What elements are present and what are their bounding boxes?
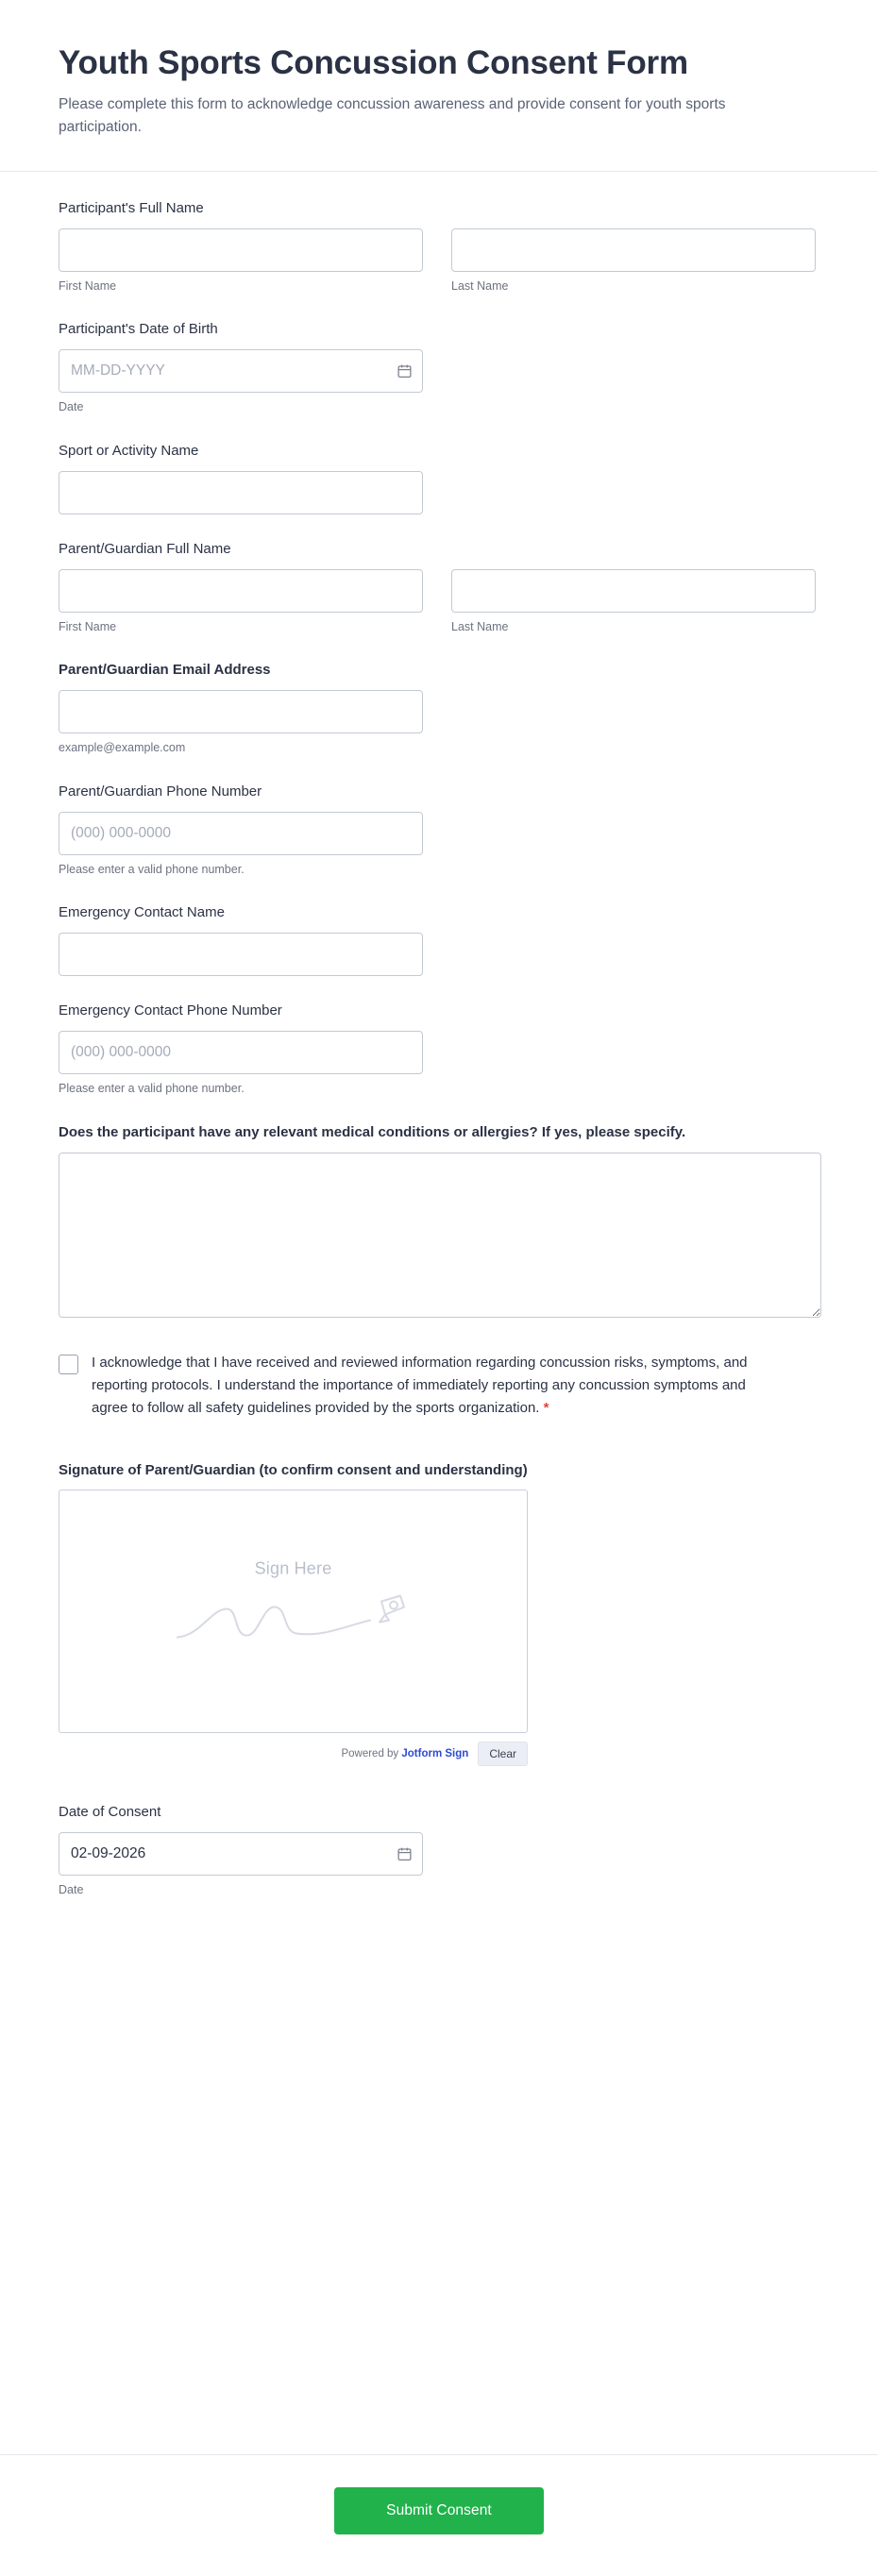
label-date-of-consent: Date of Consent (59, 1803, 161, 1820)
submit-consent-button[interactable]: Submit Consent (334, 2487, 544, 2534)
date-of-consent-group (59, 1832, 423, 1876)
label-guardian-phone: Parent/Guardian Phone Number (59, 783, 262, 800)
signature-placeholder (59, 1558, 527, 1654)
required-marker: * (543, 1400, 549, 1417)
participant-last-name-sublabel: Last Name (451, 278, 509, 293)
field-date-of-consent (59, 1802, 819, 1899)
label-guardian-name: Parent/Guardian Full Name (59, 540, 231, 557)
field-guardian-phone (59, 782, 819, 879)
field-signature (59, 1462, 819, 1766)
acknowledgement-checkbox[interactable] (59, 1355, 78, 1374)
field-guardian-name (59, 539, 819, 636)
guardian-last-name-sublabel: Last Name (451, 619, 509, 633)
label-emergency-phone: Emergency Contact Phone Number (59, 1002, 282, 1019)
acknowledgement-text-wrap (92, 1352, 776, 1421)
acknowledgement-row[interactable] (59, 1352, 776, 1421)
form-body (0, 172, 878, 2445)
guardian-phone-input[interactable] (59, 812, 423, 855)
powered-by-text (341, 1748, 468, 1759)
participant-first-name-group (59, 228, 423, 295)
participant-dob-group (59, 349, 423, 393)
label-sport-name: Sport or Activity Name (59, 442, 199, 459)
powered-by-brand: Jotform Sign (401, 1747, 469, 1759)
participant-first-name-input[interactable] (59, 228, 423, 272)
field-medical-conditions (59, 1122, 819, 1318)
participant-last-name-input[interactable] (451, 228, 816, 272)
field-guardian-email (59, 660, 819, 757)
label-emergency-name: Emergency Contact Name (59, 904, 225, 921)
participant-first-name-sublabel: First Name (59, 278, 117, 293)
date-of-consent-input[interactable] (59, 1832, 423, 1876)
medical-conditions-textarea[interactable] (59, 1153, 821, 1318)
label-signature: Signature of Parent/Guardian (to confirm consent and understanding) (59, 1461, 528, 1478)
guardian-email-input[interactable] (59, 690, 423, 733)
signature-squiggle-icon (157, 1588, 431, 1654)
label-participant-dob: Participant's Date of Birth (59, 321, 218, 338)
participant-dob-sublabel: Date (59, 400, 84, 414)
participant-dob-input[interactable] (59, 349, 423, 393)
signature-footer (59, 1742, 528, 1766)
emergency-name-input[interactable] (59, 933, 423, 976)
participant-last-name-group (451, 228, 816, 295)
field-participant-dob (59, 319, 819, 416)
field-participant-name (59, 198, 819, 295)
label-guardian-email: Parent/Guardian Email Address (59, 662, 271, 679)
guardian-phone-sublabel: Please enter a valid phone number. (59, 862, 245, 876)
emergency-phone-input[interactable] (59, 1031, 423, 1074)
field-emergency-phone (59, 1001, 819, 1098)
signature-clear-button[interactable]: Clear (478, 1742, 528, 1766)
guardian-name-row (59, 569, 819, 636)
label-participant-name: Participant's Full Name (59, 199, 204, 216)
field-sport-name (59, 441, 819, 514)
guardian-email-sublabel: example@example.com (59, 741, 186, 755)
powered-by-prefix: Powered by (341, 1747, 399, 1759)
field-emergency-name (59, 902, 819, 976)
signature-canvas[interactable] (59, 1490, 528, 1733)
guardian-last-name-group (451, 569, 816, 636)
label-medical-conditions: Does the participant have any relevant medical conditions or allergies? If yes, please specify. (59, 1123, 686, 1140)
name-row (59, 228, 819, 295)
form-subtitle: Please complete this form to acknowledge concussion awareness and provide consent for youth sports participation. (59, 95, 726, 135)
guardian-first-name-group (59, 569, 423, 636)
emergency-phone-sublabel: Please enter a valid phone number. (59, 1082, 245, 1096)
signature-hint-text: Sign Here (254, 1558, 332, 1578)
form-header (0, 0, 878, 172)
acknowledgement-text: I acknowledge that I have received and reviewed information regarding concussion risks, symptoms, and reporting protocols. I understand the importance of immediately reporting any concussion symptoms and agree to follow all safety guidelines provided by the sports organization. (92, 1354, 748, 1417)
guardian-first-name-input[interactable] (59, 569, 423, 613)
page-title: Youth Sports Concussion Consent Form (59, 44, 688, 81)
guardian-last-name-input[interactable] (451, 569, 816, 613)
sport-name-input[interactable] (59, 471, 423, 514)
date-of-consent-sublabel: Date (59, 1882, 84, 1896)
form-footer (0, 2454, 878, 2576)
guardian-first-name-sublabel: First Name (59, 619, 117, 633)
